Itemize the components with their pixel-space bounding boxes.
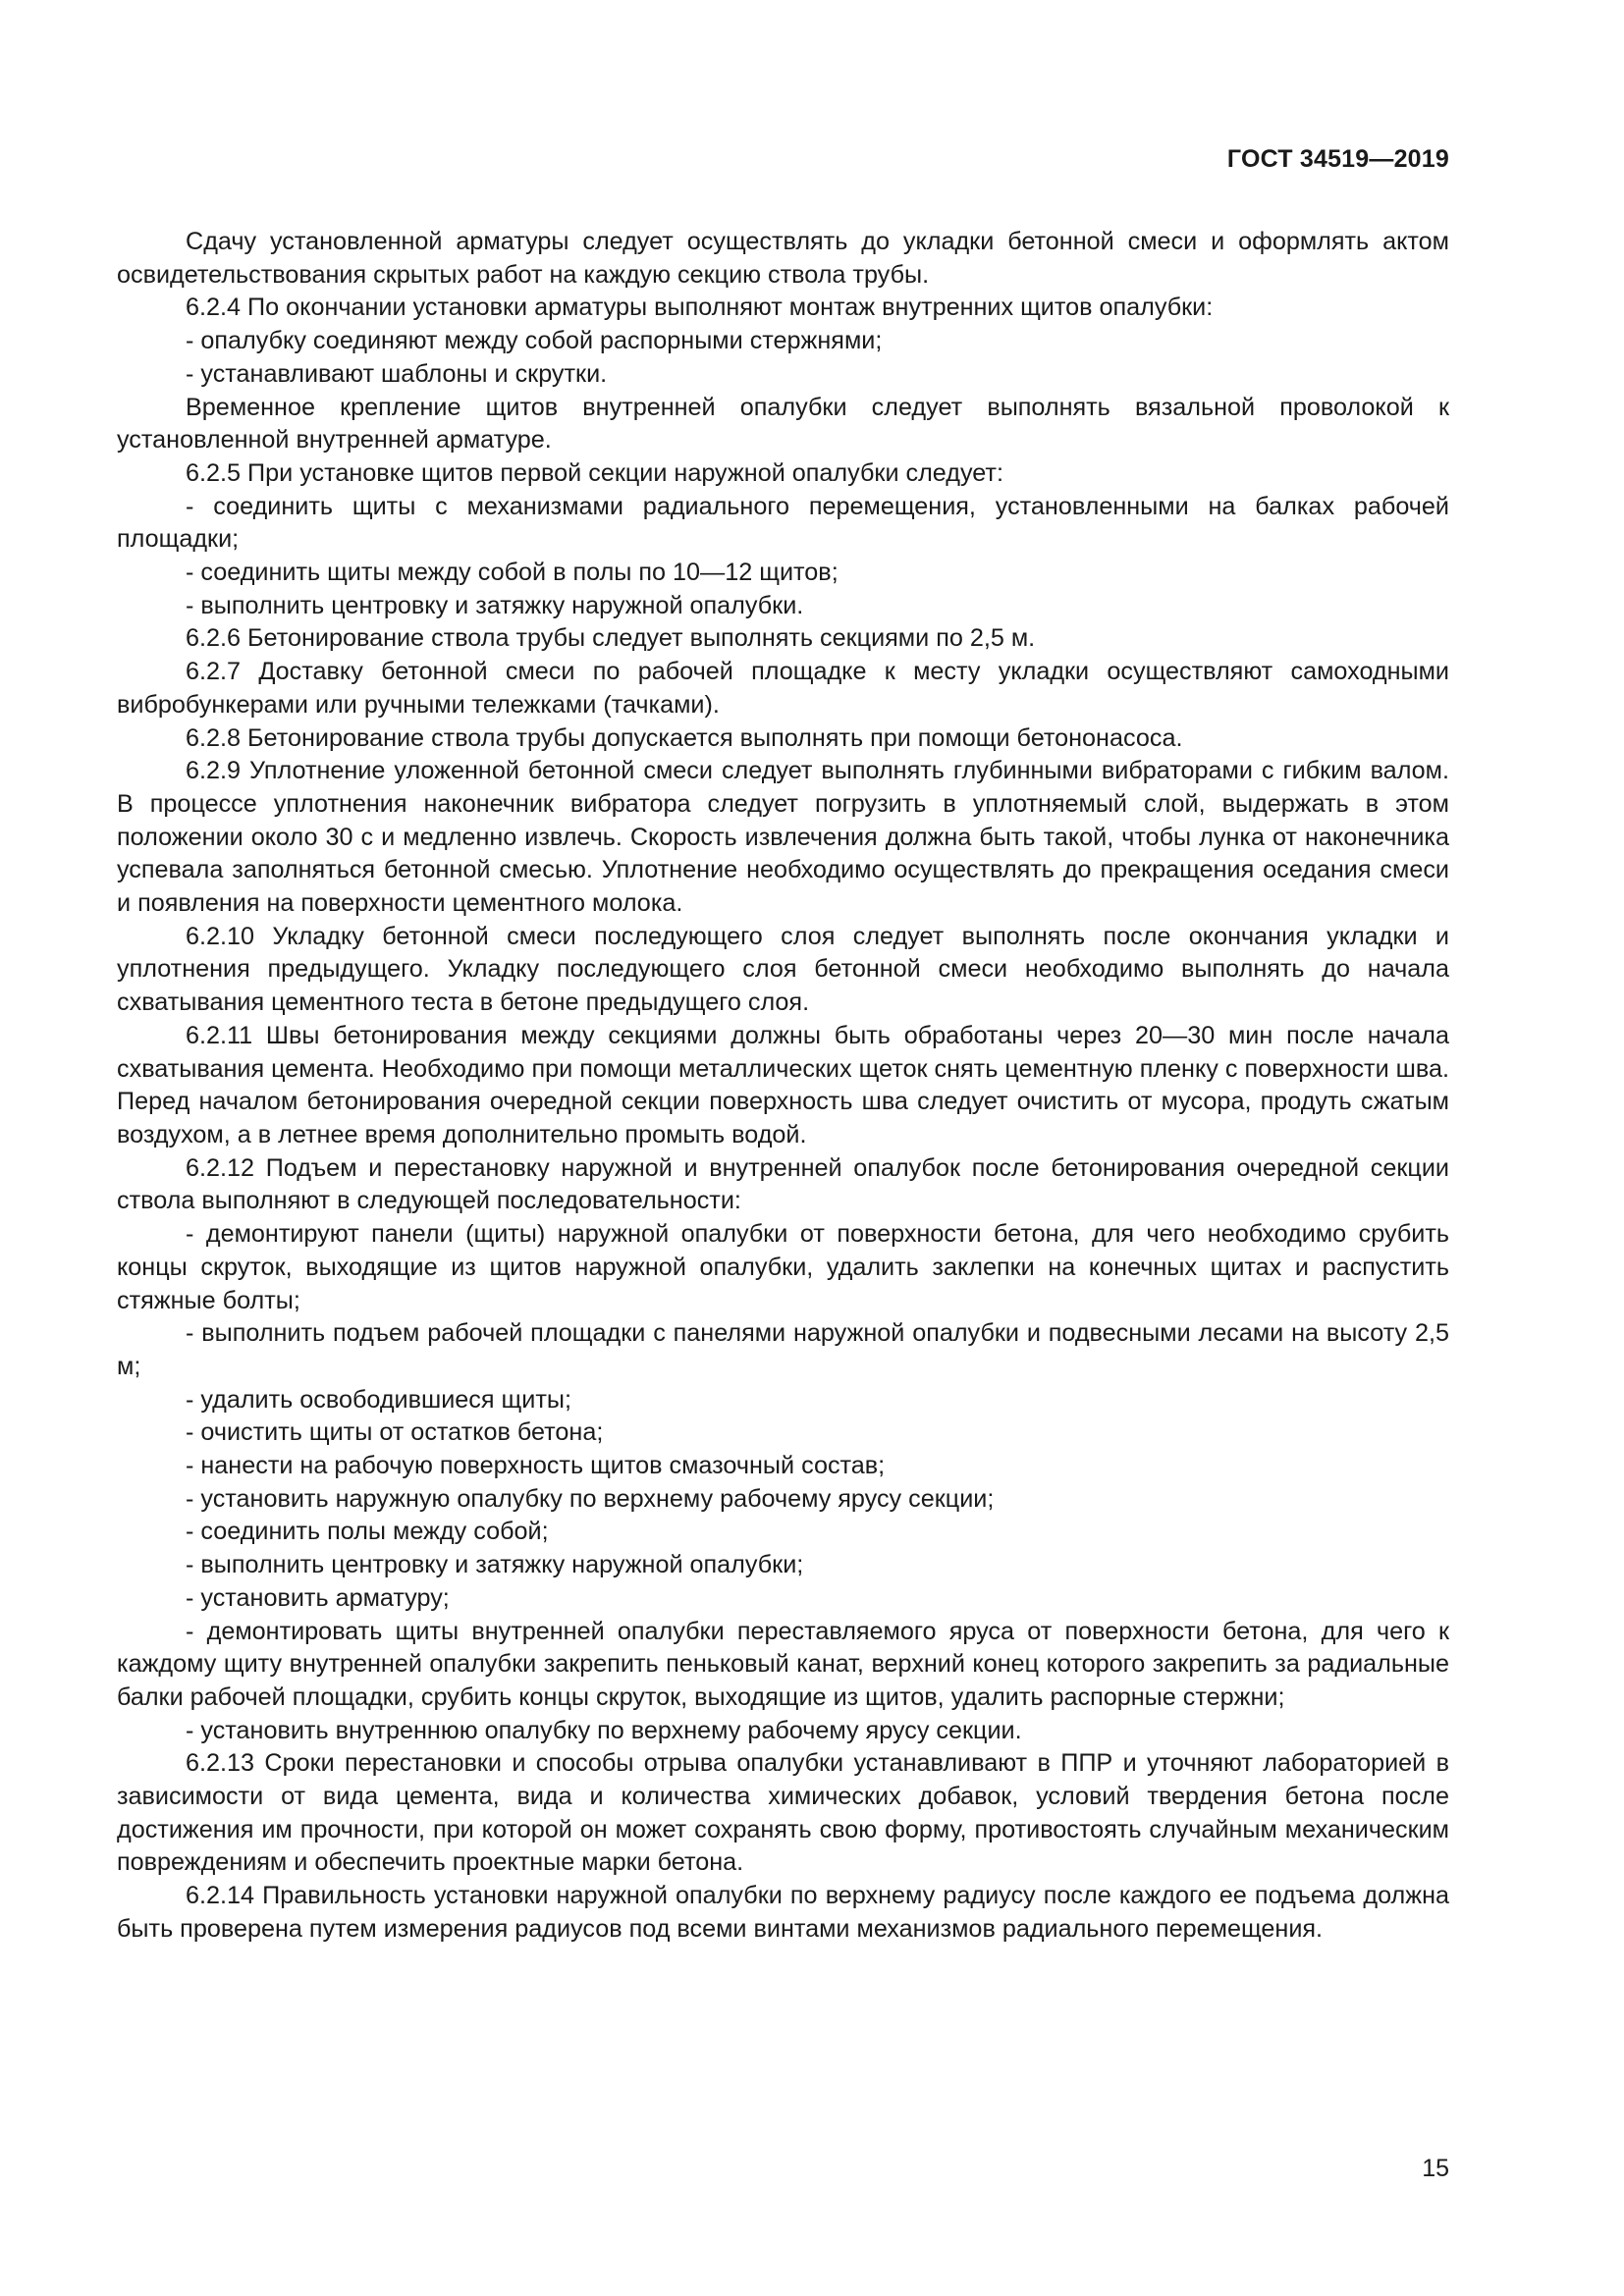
paragraph: Временное крепление щитов внутренней опалубки следует выполнять вязальной проволокой к установленной внутренней арматуре. [117, 393, 1449, 454]
document-body [117, 226, 1449, 1947]
list-item: - демонтируют панели (щиты) наружной опалубки от поверхности бетона, для чего необходимо срубить концы скруток, выходящие из щитов наружной опалубки, удалить заклепки на конечных щитах и распустить стяжные болты; [117, 1220, 1449, 1314]
list-item: - очистить щиты от остатков бетона; [186, 1418, 604, 1447]
paragraph: 6.2.10 Укладку бетонной смеси последующего слоя следует выполнять после окончания укладки и уплотнения предыдущего. Укладку последующего слоя бетонной смеси необходимо выполнять до начала схватывания цементного теста в бетоне предыдущего слоя. [117, 922, 1449, 1017]
page-number: 15 [1422, 2155, 1449, 2182]
paragraph: 6.2.13 Сроки перестановки и способы отрыва опалубки устанавливают в ППР и уточняют лабораторией в зависимости от вида цемента, вида и количества химических добавок, условий твердения бетона после достижения им прочности, при которой он может сохранять свою форму, противостоять случайным механическим повреждениям и обеспечить проектные марки бетона. [117, 1749, 1449, 1877]
list-item: - выполнить центровку и затяжку наружной опалубки. [186, 591, 804, 619]
list-item: - установить арматуру; [186, 1583, 450, 1612]
list-item: - соединить щиты с механизмами радиального перемещения, установленными на балках рабочей площадки; [117, 492, 1449, 554]
list-item: - выполнить подъем рабочей площадки с панелями наружной опалубки и подвесными лесами на высоту 2,5 м; [117, 1319, 1449, 1380]
paragraph: 6.2.8 Бетонирование ствола трубы допускается выполнять при помощи бетононасоса. [186, 723, 1183, 752]
list-item: - нанести на рабочую поверхность щитов смазочный состав; [186, 1452, 886, 1480]
paragraph: 6.2.5 При установке щитов первой секции наружной опалубки следует: [186, 458, 1003, 487]
paragraph: 6.2.4 По окончании установки арматуры выполняют монтаж внутренних щитов опалубки: [186, 294, 1214, 322]
list-item: - соединить полы между собой; [186, 1518, 549, 1546]
standard-header: ГОСТ 34519—2019 [1226, 145, 1449, 173]
paragraph: 6.2.9 Уплотнение уложенной бетонной смеси следует выполнять глубинными вибраторами с гибким валом. В процессе уплотнения наконечник вибратора следует погрузить в уплотняемый слой, выдержать в этом положении около 30 с и медленно извлечь. Скорость извлечения должна быть такой, чтобы лунка от наконечника успевала заполняться бетонной смесью. Уплотнение необходимо осуществлять до прекращения оседания смеси и появления на поверхности цементного молока. [117, 757, 1449, 918]
list-item: - соединить щиты между собой в полы по 10—12 щитов; [186, 559, 839, 587]
list-item: - демонтировать щиты внутренней опалубки переставляемого яруса от поверхности бетона, для чего к каждому щиту внутренней опалубки закрепить пеньковый канат, верхний конец которого закрепить за радиальные балки рабочей площадки, срубить концы скруток, выходящие из щитов, удалить распорные стержни; [117, 1617, 1449, 1711]
paragraph: 6.2.7 Доставку бетонной смеси по рабочей площадке к месту укладки осуществляют самоходными вибробункерами или ручными тележками (тачками). [117, 658, 1449, 719]
list-item: - опалубку соединяют между собой распорными стержнями; [186, 327, 883, 355]
paragraph: 6.2.12 Подъем и перестановку наружной и внутренней опалубок после бетонирования очередной секции ствола выполняют в следующей последовательности: [117, 1153, 1449, 1215]
paragraph: 6.2.6 Бетонирование ствола трубы следует выполнять секциями по 2,5 м. [186, 624, 1036, 653]
paragraph: 6.2.14 Правильность установки наружной опалубки по верхнему радиусу после каждого ее подъема должна быть проверена путем измерения радиусов под всеми винтами механизмов радиального перемещения. [117, 1882, 1449, 1943]
paragraph: 6.2.11 Швы бетонирования между секциями должны быть обработаны через 20—30 мин после начала схватывания цемента. Необходимо при помощи металлических щеток снять цементную пленку с поверхности шва. Перед началом бетонирования очередной секции поверхность шва следует очистить от мусора, продуть сжатым воздухом, а в летнее время дополнительно промыть водой. [117, 1021, 1449, 1148]
list-item: - устанавливают шаблоны и скрутки. [186, 359, 608, 388]
list-item: - установить внутреннюю опалубку по верхнему рабочему ярусу секции. [186, 1716, 1022, 1744]
paragraph: Сдачу установленной арматуры следует осуществлять до укладки бетонной смеси и оформлять актом освидетельствования скрытых работ на каждую секцию ствола трубы. [117, 228, 1449, 289]
list-item: - выполнить центровку и затяжку наружной опалубки; [186, 1551, 804, 1579]
list-item: - установить наружную опалубку по верхнему рабочему ярусу секции; [186, 1484, 995, 1513]
list-item: - удалить освободившиеся щиты; [186, 1385, 571, 1414]
